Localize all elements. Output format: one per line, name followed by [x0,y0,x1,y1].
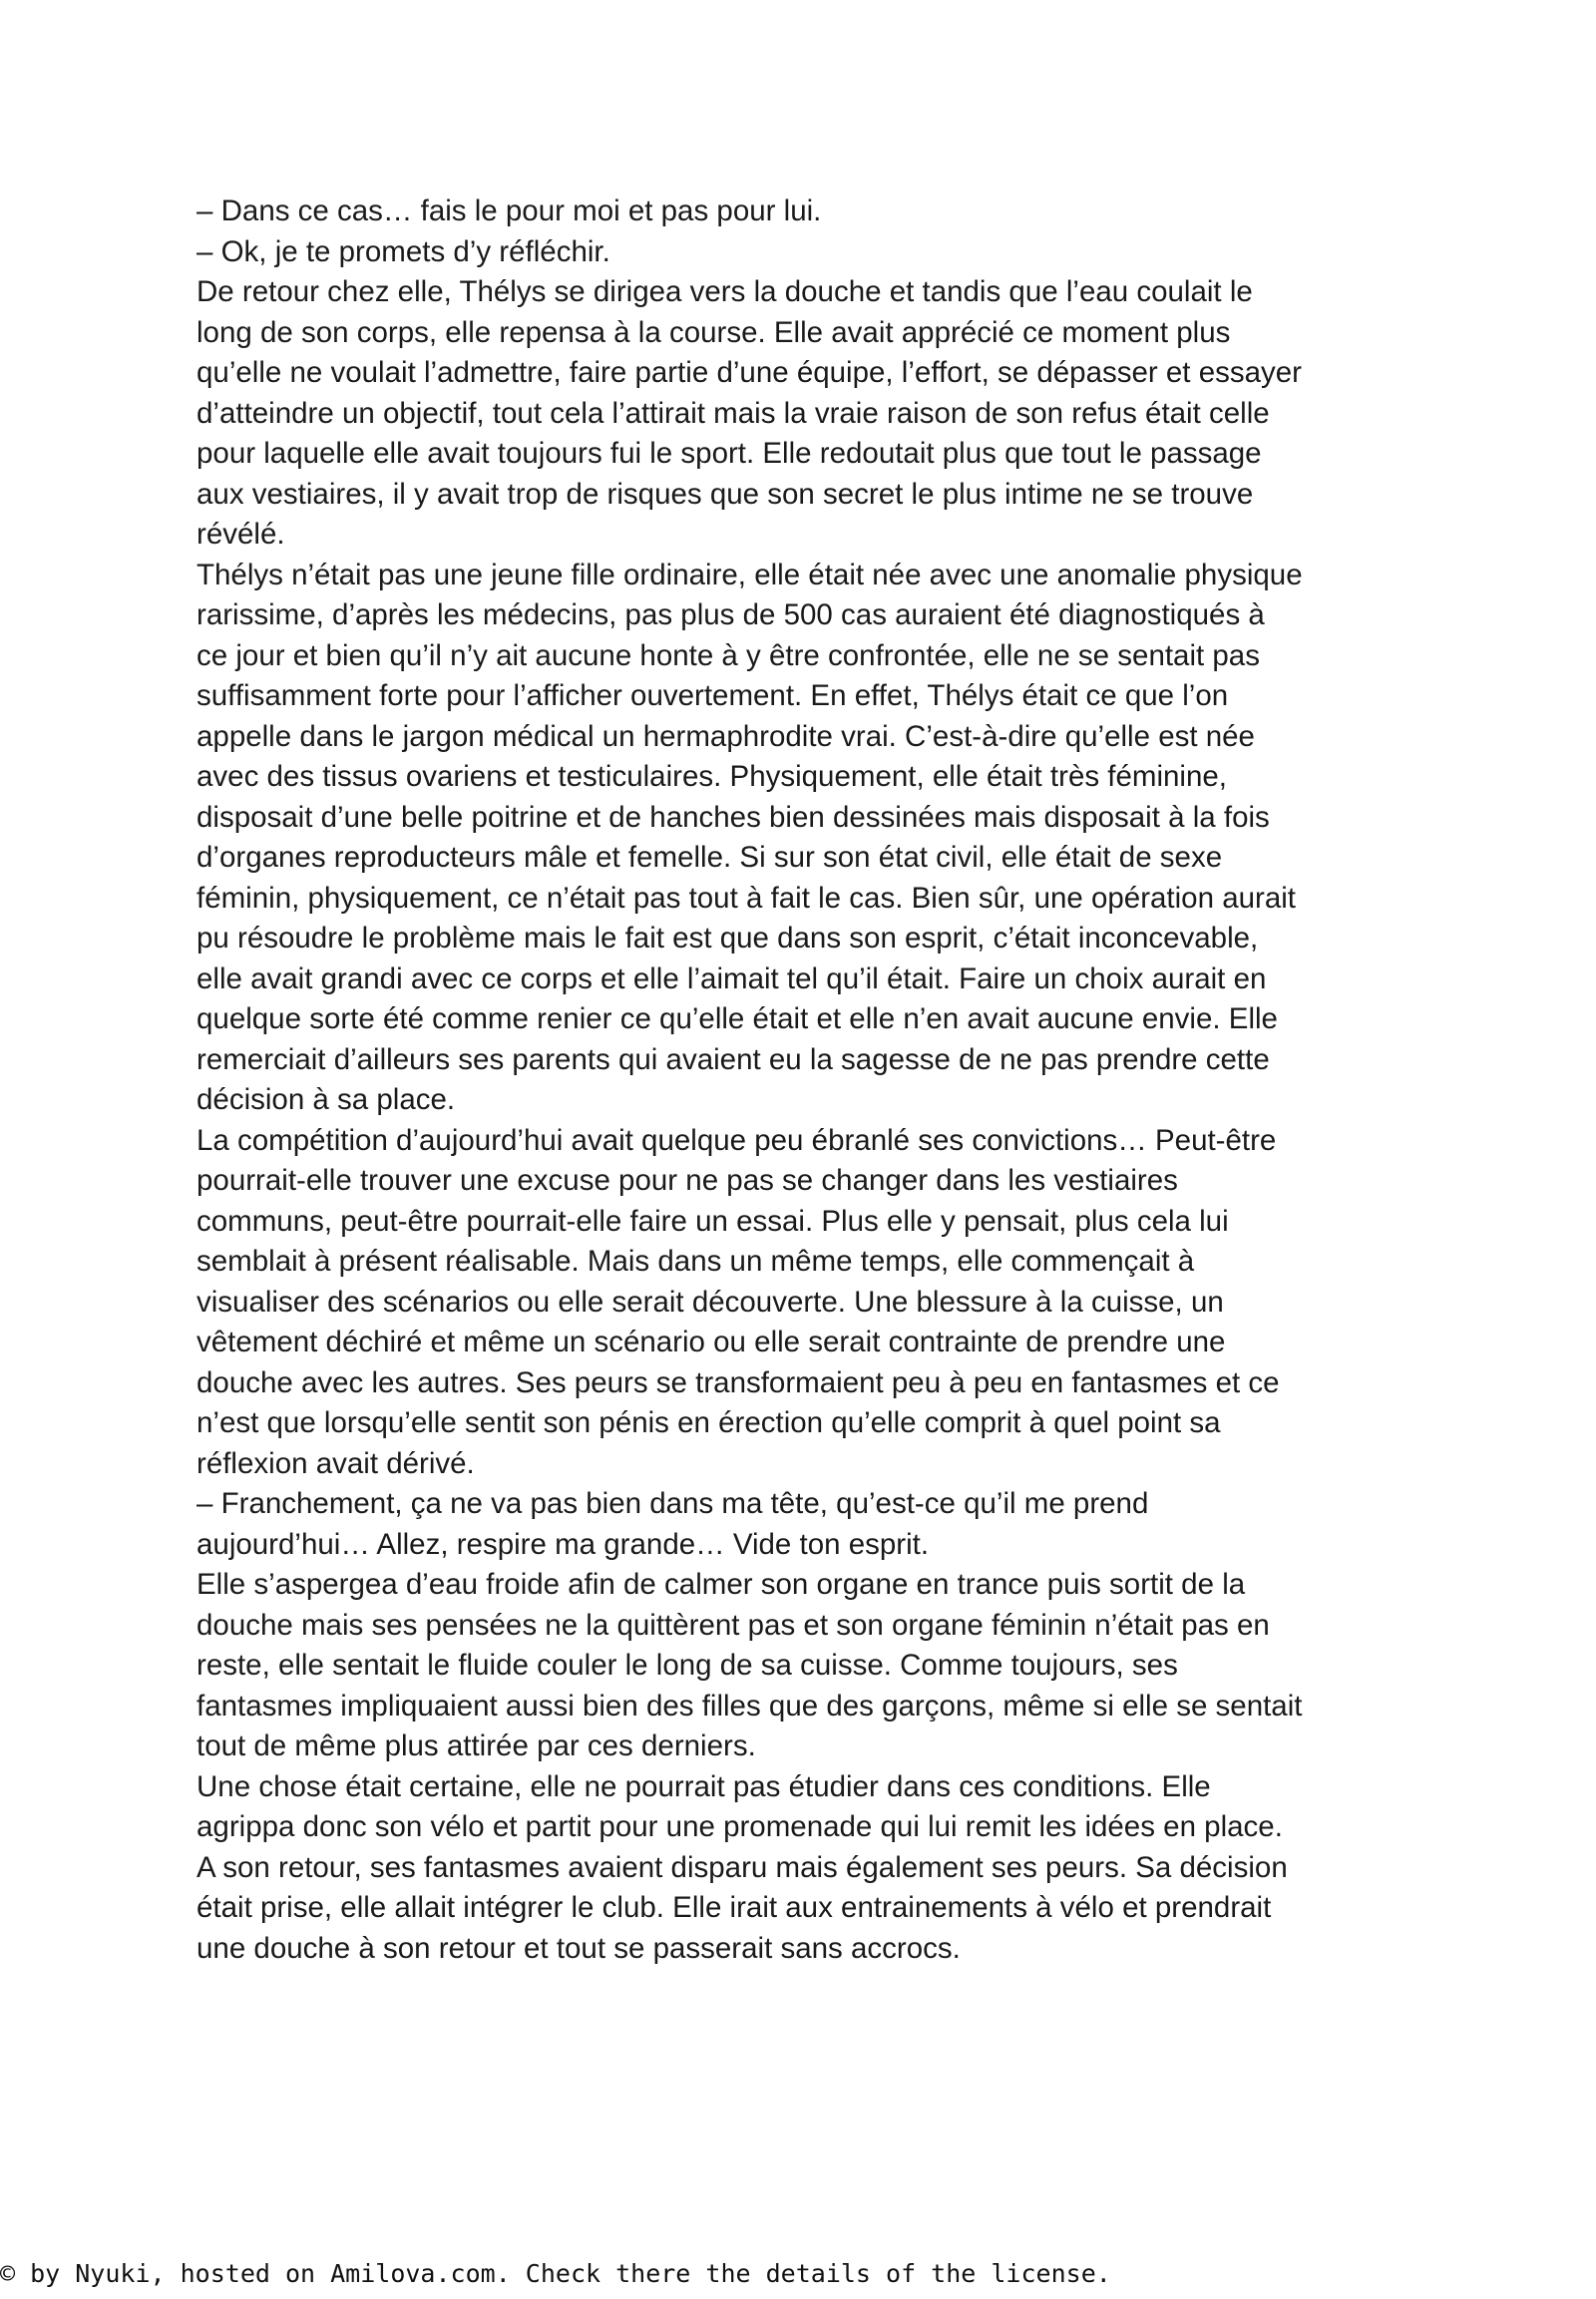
text-line: tout de même plus attirée par ces derniers. [197,1729,756,1762]
text-line: disposait d’une belle poitrine et de hanches bien dessinées mais disposait à la fois [197,800,1270,834]
text-line: aujourd’hui… Allez, respire ma grande… Vide ton esprit. [197,1527,930,1561]
text-line: long de son corps, elle repensa à la course. Elle avait apprécié ce moment plus [197,315,1231,349]
text-line: n’est que lorsqu’elle sentit son pénis en érection qu’elle comprit à quel point sa [197,1406,1221,1439]
text-line: agrippa donc son vélo et partit pour une promenade qui lui remit les idées en place. [197,1810,1283,1843]
text-line: appelle dans le jargon médical un hermaphrodite vrai. C’est-à-dire qu’elle est née [197,719,1255,753]
text-line: une douche à son retour et tout se passerait sans accrocs. [197,1931,961,1965]
text-line: rarissime, d’après les médecins, pas plus de 500 cas auraient été diagnostiqués à [197,598,1265,631]
text-line: réflexion avait dérivé. [197,1446,475,1480]
text-line: – Dans ce cas… fais le pour moi et pas pour lui. [197,194,822,227]
text-line: remerciait d’ailleurs ses parents qui avaient eu la sagesse de ne pas prendre cette [197,1042,1270,1076]
text-line: ce jour et bien qu’il n’y ait aucune honte à y être confrontée, elle ne se sentait pas [197,638,1260,672]
text-line: douche avec les autres. Ses peurs se transformaient peu à peu en fantasmes et ce [197,1365,1280,1399]
text-line: révélé. [197,518,285,551]
document-body [197,192,1453,1969]
text-line: décision à sa place. [197,1083,456,1116]
text-line: reste, elle sentait le fluide couler le long de sa cuisse. Comme toujours, ses [197,1649,1178,1682]
text-line: La compétition d’aujourd’hui avait quelque peu ébranlé ses convictions… Peut-être [197,1123,1277,1157]
text-line: douche mais ses pensées ne la quittèrent pas et son organe féminin n’était pas en [197,1608,1270,1642]
text-line: pu résoudre le problème mais le fait est que dans son esprit, c’était inconcevable, [197,922,1259,955]
text-line: pourrait-elle trouver une excuse pour ne pas se changer dans les vestiaires [197,1164,1178,1197]
text-line: visualiser des scénarios ou elle serait découverte. Une blessure à la cuisse, un [197,1285,1224,1319]
text-line: pour laquelle elle avait toujours fui le sport. Elle redoutait plus que tout le passage [197,437,1262,470]
text-line: Une chose était certaine, elle ne pourrait pas étudier dans ces conditions. Elle [197,1769,1211,1803]
text-line: qu’elle ne voulait l’admettre, faire partie d’une équipe, l’effort, se dépasser et essayer [197,356,1302,389]
text-line: De retour chez elle, Thélys se dirigea vers la douche et tandis que l’eau coulait le [197,275,1253,308]
text-line: Elle s’aspergea d’eau froide afin de calmer son organe en trance puis sortit de la [197,1568,1246,1601]
text-line: Thélys n’était pas une jeune fille ordinaire, elle était née avec une anomalie physique [197,558,1303,591]
text-line: aux vestiaires, il y avait trop de risques que son secret le plus intime ne se trouve [197,477,1254,511]
text-line: fantasmes impliquaient aussi bien des filles que des garçons, même si elle se sentait [197,1689,1303,1723]
text-line: d’atteindre un objectif, tout cela l’attirait mais la vraie raison de son refus était celle [197,396,1270,430]
text-line: elle avait grandi avec ce corps et elle l’aimait tel qu’il était. Faire un choix aurait en [197,961,1267,995]
text-line: communs, peut-être pourrait-elle faire un essai. Plus elle y pensait, plus cela lui [197,1204,1229,1238]
text-line: quelque sorte été comme renier ce qu’elle était et elle n’en avait aucune envie. Elle [197,1002,1278,1035]
text-line: – Franchement, ça ne va pas bien dans ma tête, qu’est-ce qu’il me prend [197,1487,1149,1520]
text-line: avec des tissus ovariens et testiculaires. Physiquement, elle était très féminine, [197,760,1227,793]
text-line: d’organes reproducteurs mâle et femelle. Si sur son état civil, elle était de sexe [197,841,1223,874]
text-line: suffisamment forte pour l’afficher ouvertement. En effet, Thélys était ce que l’on [197,679,1229,712]
text-line: vêtement déchiré et même un scénario ou elle serait contrainte de prendre une [197,1326,1226,1358]
text-line: féminin, physiquement, ce n’était pas tout à fait le cas. Bien sûr, une opération aurait [197,881,1296,915]
text-line: – Ok, je te promets d’y réfléchir. [197,234,610,268]
text-line: semblait à présent réalisable. Mais dans un même temps, elle commençait à [197,1245,1195,1278]
license-footer: © by Nyuki, hosted on Amilova.com. Check there the details of the license. [0,2259,1111,2288]
text-line: A son retour, ses fantasmes avaient disparu mais également ses peurs. Sa décision [197,1850,1288,1884]
text-line: était prise, elle allait intégrer le club. Elle irait aux entrainements à vélo et prendrait [197,1891,1272,1924]
